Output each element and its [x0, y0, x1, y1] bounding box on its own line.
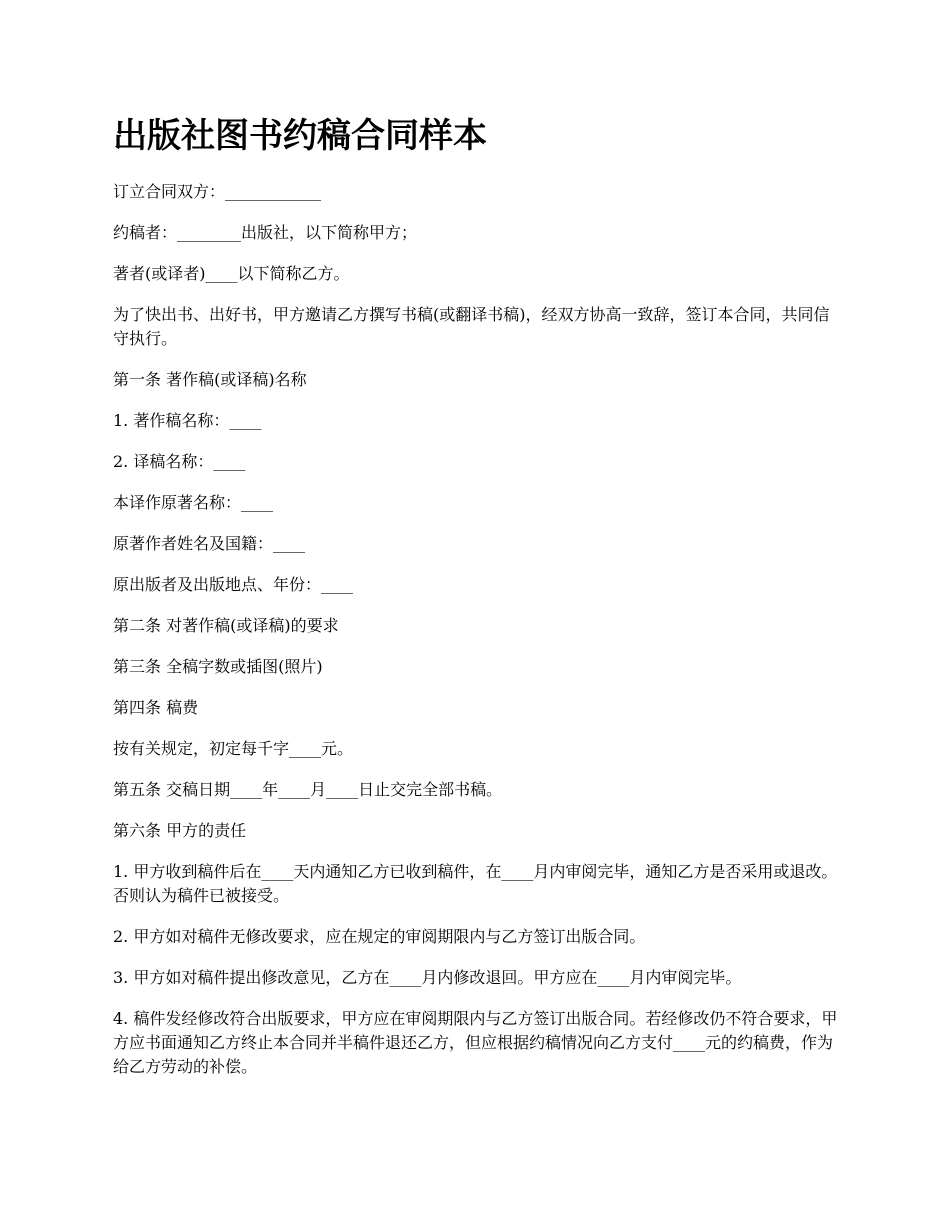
contract-parties-line: 订立合同双方：____________: [113, 182, 322, 201]
article-6-item-4: 4. 稿件发经修改符合出版要求，甲方应在审阅期限内与乙方签订出版合同。若经修改仍不符合要求，甲方应书面通知乙方终止本合同并半稿件退还乙方，但应根据约稿情况向乙方支付____元的约稿费，作为给乙方劳动的补偿。: [113, 1009, 838, 1076]
article-6-item-1: 1. 甲方收到稿件后在____天内通知乙方已收到稿件，在____月内审阅完毕，通知乙方是否采用或退改。否则认为稿件已被接受。: [113, 862, 838, 905]
preamble-paragraph: 为了快出书、出好书，甲方邀请乙方撰写书稿(或翻译书稿)，经双方协高一致辞，签订本合同，共同信守执行。: [113, 305, 830, 348]
document-body: [113, 180, 843, 1096]
party-a-line: 约稿者：________出版社，以下简称甲方；: [113, 223, 418, 242]
article-6-item-3: 3. 甲方如对稿件提出修改意见，乙方在____月内修改退回。甲方应在____月内审阅完毕。: [113, 968, 742, 987]
article-4-heading: 第四条 稿费: [113, 698, 199, 717]
article-2-heading: 第二条 对著作稿(或译稿)的要求: [113, 616, 339, 635]
article-3-heading: 第三条 全稿字数或插图(照片): [113, 657, 323, 676]
article-5-heading: 第五条 交稿日期____年____月____日止交完全部书稿。: [113, 780, 503, 799]
document-title: 出版社图书约稿合同样本: [113, 116, 487, 156]
article-6-item-2: 2. 甲方如对稿件无修改要求，应在规定的审阅期限内与乙方签订出版合同。: [113, 927, 646, 946]
royalty-rate-line: 按有关规定，初定每千字____元。: [113, 739, 354, 758]
original-publisher-line: 原出版者及出版地点、年份：____: [113, 575, 354, 594]
original-author-line: 原著作者姓名及国籍：____: [113, 534, 306, 553]
article-6-heading: 第六条 甲方的责任: [113, 821, 247, 840]
party-b-line: 著者(或译者)____以下简称乙方。: [113, 264, 350, 283]
article-1-item-1: 1. 著作稿名称：____: [113, 411, 262, 430]
article-1-heading: 第一条 著作稿(或译稿)名称: [113, 370, 307, 389]
original-title-line: 本译作原著名称：____: [113, 493, 274, 512]
article-1-item-2: 2. 译稿名称：____: [113, 452, 246, 471]
